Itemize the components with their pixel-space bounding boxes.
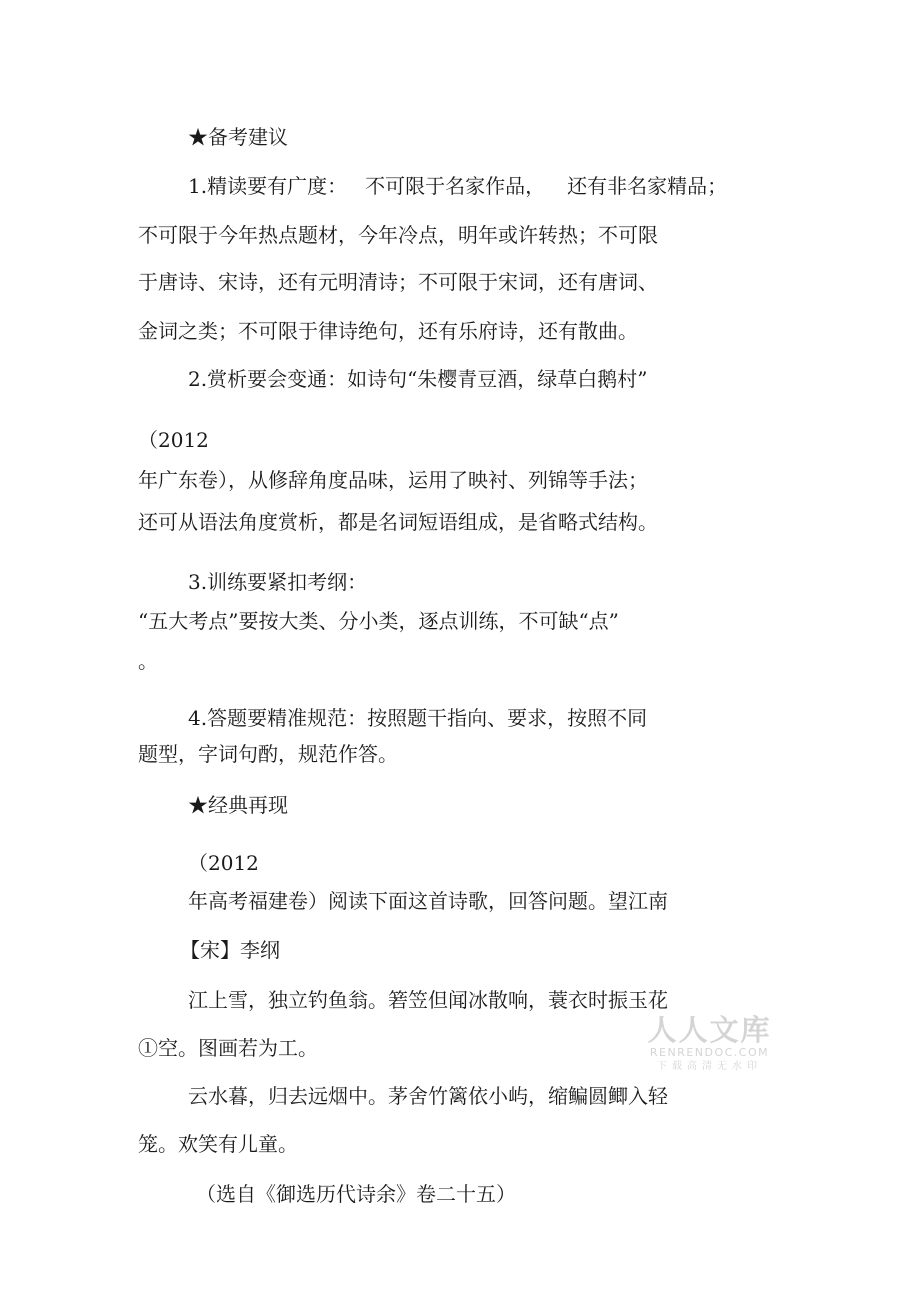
paragraph-1-line-1 xyxy=(188,172,727,200)
paragraph-2-line-3: 年广东卷），从修辞角度品味，运用了映衬、列锦等手法； xyxy=(138,468,648,492)
paragraph-2-line-4: 还可从语法角度赏析，都是名词短语组成，是省略式结构。 xyxy=(138,510,658,534)
paragraph-1-line-2: 不可限于今年热点题材，今年冷点，明年或许转热；不可限 xyxy=(138,223,658,247)
question-intro-line-1: （2012 xyxy=(188,851,259,875)
poem-verse-2-line-1: 云水暮，归去远烟中。茅舍竹篱依小屿，缩鳊圆鲫入轻 xyxy=(188,1084,668,1108)
poem-verse-2-line-2: 笼。欢笑有儿童。 xyxy=(138,1132,298,1156)
poem-source: （选自《御选历代诗余》卷二十五） xyxy=(196,1182,516,1206)
watermark-domain: RENRENDOC.COM xyxy=(649,1046,770,1059)
paragraph-1-part-a: 不可限于名家作品， xyxy=(365,174,546,198)
paragraph-3-line-3: 。 xyxy=(138,649,158,673)
poem-verse-1-line-1: 江上雪，独立钓鱼翁。箬笠但闻冰散响，蓑衣时振玉花 xyxy=(188,988,668,1012)
paragraph-2-line-2: （2012 xyxy=(138,428,209,452)
paragraph-1-line-3: 于唐诗、宋诗，还有元明清诗；不可限于宋词，还有唐词、 xyxy=(138,270,658,294)
watermark-title: 人人文库 xyxy=(647,1013,772,1047)
paragraph-1-lead: 1.精读要有广度： xyxy=(188,174,348,198)
watermark-logo xyxy=(647,1014,772,1073)
paragraph-1-part-b: 还有非名家精品； xyxy=(567,174,728,198)
paragraph-2-line-1: 2.赏析要会变通：如诗句“朱樱青豆酒，绿草白鹅村” xyxy=(188,367,648,391)
section-heading-classic: ★经典再现 xyxy=(188,793,288,817)
paragraph-4-line-2: 题型，字词句酌，规范作答。 xyxy=(138,742,398,766)
section-heading-prep: ★备考建议 xyxy=(188,125,288,149)
paragraph-3-line-2: “五大考点”要按大类、分小类，逐点训练，不可缺“点” xyxy=(138,609,619,633)
watermark-tagline: 下载高清无水印 xyxy=(657,1061,762,1072)
question-intro-line-2: 年高考福建卷）阅读下面这首诗歌，回答问题。望江南 xyxy=(188,889,668,913)
paragraph-1-line-4: 金词之类；不可限于律诗绝句，还有乐府诗，还有散曲。 xyxy=(138,319,638,343)
poem-verse-1-line-2: ①空。图画若为工。 xyxy=(138,1036,318,1060)
paragraph-4-line-1: 4.答题要精准规范：按照题干指向、要求，按照不同 xyxy=(188,706,648,730)
poem-author: 【宋】李纲 xyxy=(180,938,280,962)
paragraph-3-line-1: 3.训练要紧扣考纲： xyxy=(188,570,368,594)
